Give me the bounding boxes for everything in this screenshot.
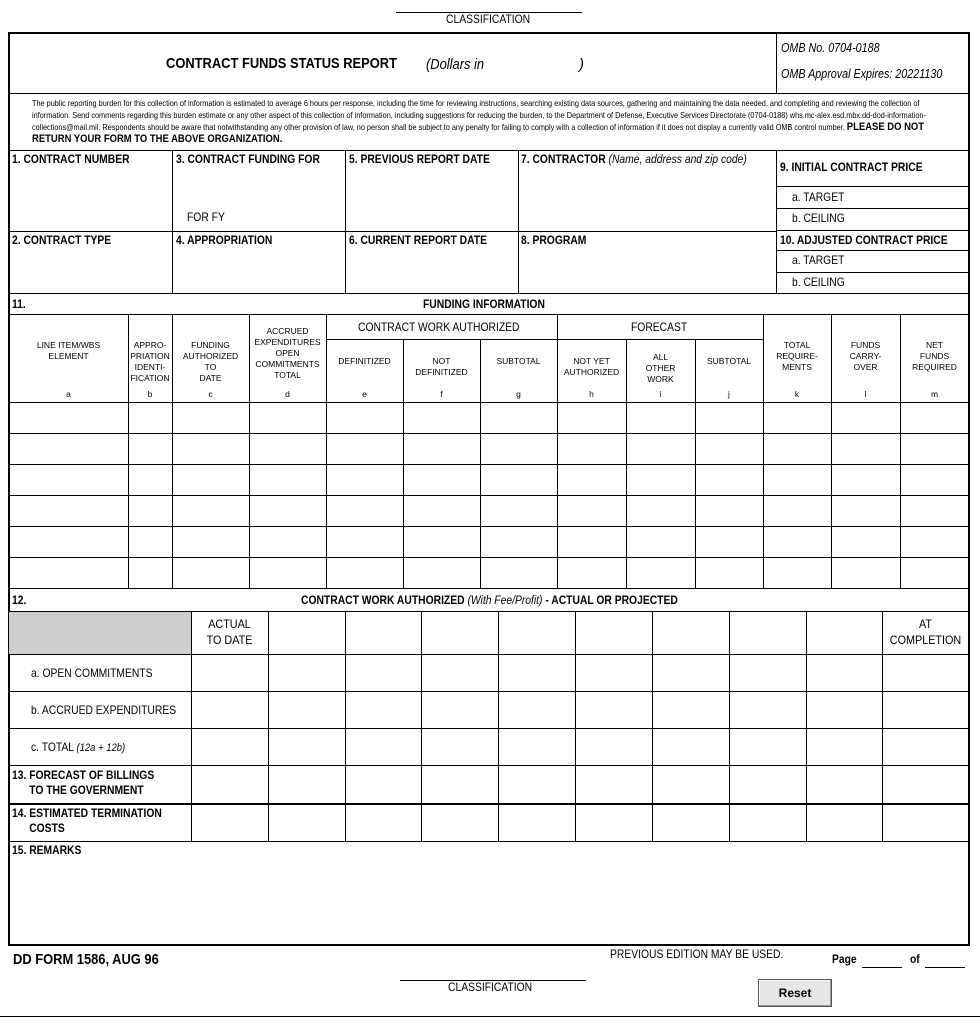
funding-cell-row6-col-b[interactable] [130, 560, 170, 586]
funding-cell-row2-col-f[interactable] [405, 436, 478, 462]
column-header-m: NET FUNDS REQUIRED [912, 340, 957, 372]
funding-cell-row1-col-a[interactable] [11, 405, 126, 431]
open-commitments-cell-8[interactable] [731, 657, 804, 688]
termination-costs-cell-6[interactable] [577, 807, 650, 838]
funding-cell-row1-col-b[interactable] [130, 405, 170, 431]
contractor-label [521, 152, 747, 166]
classification-top: CLASSIFICATION [446, 12, 531, 26]
column-letter-d: d [285, 389, 290, 399]
billings-forecast-cell-7[interactable] [654, 768, 727, 800]
sec12-column-divider [882, 612, 883, 841]
termination-costs-cell-5[interactable] [500, 807, 573, 838]
column-letter-k: k [794, 389, 800, 399]
accrued-expenditures-cell-4[interactable] [423, 694, 496, 725]
sec12-column-divider [729, 612, 730, 841]
initial-ceiling-label: b. CEILING [792, 211, 845, 225]
billings-forecast-cell-9[interactable] [808, 768, 880, 800]
funding-cell-row3-col-k[interactable] [765, 467, 829, 493]
funding-cell-row3-col-d[interactable] [251, 467, 324, 493]
total-cell-6[interactable] [577, 731, 650, 762]
sec12-column-divider [652, 612, 653, 841]
contract-number-label: 1. CONTRACT NUMBER [12, 152, 130, 166]
contract-funding-for-label: 3. CONTRACT FUNDING FOR [176, 152, 320, 166]
open-commitments-cell-6[interactable] [577, 657, 650, 688]
dollars-close-paren: ) [579, 56, 584, 73]
funding-cell-row3-col-j[interactable] [697, 467, 761, 493]
funding-cell-row4-col-f[interactable] [405, 498, 478, 524]
column-header-g: SUBTOTAL [496, 356, 541, 366]
column-letter-l: l [864, 389, 867, 399]
funding-cell-row2-col-e[interactable] [328, 436, 401, 462]
column-letter-g: g [516, 389, 521, 399]
total-cell-4[interactable] [423, 731, 496, 762]
of-label: of [910, 952, 920, 966]
funding-cell-row6-col-a[interactable] [11, 560, 126, 586]
accrued-expenditures-cell-10[interactable] [884, 694, 967, 725]
funding-cell-row6-col-l[interactable] [833, 560, 898, 586]
initial-target-label: a. TARGET [792, 190, 845, 204]
funding-cell-row4-col-g[interactable] [482, 498, 555, 524]
burden-statement [32, 97, 944, 145]
funding-cell-row4-col-k[interactable] [765, 498, 829, 524]
funding-cell-row5-col-k[interactable] [765, 529, 829, 555]
dollars-unit-input[interactable] [492, 54, 576, 74]
period-header-input-5[interactable] [500, 614, 573, 652]
burden-warning: PLEASE DO NOT RETURN YOUR FORM TO THE ABOVE ORGANIZATION. [32, 121, 925, 145]
funding-cell-row5-col-h[interactable] [559, 529, 624, 555]
sec12-column-divider [345, 612, 346, 841]
initial-ceiling-input[interactable] [852, 210, 966, 228]
termination-costs-label: 14. ESTIMATED TERMINATION COSTS [12, 806, 162, 835]
billings-forecast-cell-10[interactable] [884, 768, 967, 800]
termination-costs-cell-1[interactable] [193, 807, 266, 838]
termination-costs-cell-7[interactable] [654, 807, 727, 838]
funding-cell-row6-col-c[interactable] [174, 560, 247, 586]
funding-cell-row2-col-m[interactable] [902, 436, 967, 462]
billings-forecast-cell-5[interactable] [500, 768, 573, 800]
sec11-column-divider [480, 340, 481, 588]
sec12-column-divider [575, 612, 576, 841]
funding-cell-row4-col-l[interactable] [833, 498, 898, 524]
accrued-expenditures-cell-7[interactable] [654, 694, 727, 725]
funding-cell-row6-col-i[interactable] [628, 560, 693, 586]
total-cell-10[interactable] [884, 731, 967, 762]
billings-forecast-cell-3[interactable] [347, 768, 419, 800]
column-header-l: FUNDS CARRY- OVER [849, 340, 882, 372]
funding-cell-row5-col-d[interactable] [251, 529, 324, 555]
column-letter-i: i [659, 389, 662, 399]
funding-cell-row1-col-h[interactable] [559, 405, 624, 431]
contract-funding-for-input[interactable] [176, 170, 342, 206]
open-commitments-cell-7[interactable] [654, 657, 727, 688]
adjusted-ceiling-label: b. CEILING [792, 275, 845, 289]
contractor-note: (Name, address and zip code) [608, 152, 747, 166]
adjusted-target-label: a. TARGET [792, 253, 845, 267]
billings-forecast-cell-1[interactable] [193, 768, 266, 800]
column-header-c: FUNDING AUTHORIZED TO DATE [182, 340, 239, 383]
open-commitments-cell-2[interactable] [270, 657, 343, 688]
funding-cell-row4-col-e[interactable] [328, 498, 401, 524]
funding-cell-row6-col-m[interactable] [902, 560, 967, 586]
funding-cell-row1-col-g[interactable] [482, 405, 555, 431]
sec12-column-divider [498, 612, 499, 841]
omb-expiration: OMB Approval Expires: 20221130 [781, 67, 943, 81]
funding-cell-row2-col-j[interactable] [697, 436, 761, 462]
section-12-title-fee: (With Fee/Profit) [467, 593, 543, 607]
column-letter-f: f [440, 389, 443, 399]
column-header-h: NOT YET AUTHORIZED [563, 356, 620, 377]
funding-cell-row1-col-l[interactable] [833, 405, 898, 431]
previous-report-date-input[interactable] [349, 170, 515, 226]
period-header-input-10[interactable] [884, 614, 967, 652]
accrued-expenditures-label: b. ACCRUED EXPENDITURES [31, 703, 177, 717]
funding-cell-row3-col-g[interactable] [482, 467, 555, 493]
funding-cell-row1-col-i[interactable] [628, 405, 693, 431]
page-label: Page [832, 952, 857, 966]
initial-target-input[interactable] [852, 188, 966, 206]
funding-cell-row3-col-h[interactable] [559, 467, 624, 493]
burden-text: The public reporting burden for this collection of information is estimated to average 6 hours per response, including the time for reviewing instructions, searching existing data sources, gathering and maintaining the data needed, and completing and reviewing the collection of information. Send comments regarding this burden estimate or any other aspect of this collection of information, including suggestions for reducing the burden, to the Department of Defense, Executive Services Directorate (0704-0188) whs.mc-alex.esd.mbx.dd-dod-information-collections@mail.mil. Respondents should be aware that notwithstanding any other provision of law, no person shall be subject to any penalty for failing to comply with a collection of information if it does not display a currently valid OMB control number. [32, 98, 926, 132]
program-label: 8. PROGRAM [521, 233, 587, 247]
sec12-column-divider [421, 612, 422, 841]
total-cell-1[interactable] [193, 731, 266, 762]
funding-cell-row2-col-g[interactable] [482, 436, 555, 462]
funding-cell-row5-col-f[interactable] [405, 529, 478, 555]
at-completion-label: AT COMPLETION [889, 617, 962, 647]
funding-cell-row6-col-j[interactable] [697, 560, 761, 586]
total-cell-2[interactable] [270, 731, 343, 762]
funding-cell-row3-col-l[interactable] [833, 467, 898, 493]
funding-cell-row2-col-i[interactable] [628, 436, 693, 462]
accrued-expenditures-cell-5[interactable] [500, 694, 573, 725]
accrued-expenditures-cell-2[interactable] [270, 694, 343, 725]
contract-type-input[interactable] [12, 250, 168, 290]
funding-cell-row2-col-a[interactable] [11, 436, 126, 462]
fiscal-year-input[interactable] [230, 208, 340, 226]
for-fy-label: FOR FY [187, 210, 225, 224]
open-commitments-cell-3[interactable] [347, 657, 419, 688]
column-letter-b: b [147, 389, 153, 399]
period-header-input-3[interactable] [347, 614, 419, 652]
funding-cell-row5-col-i[interactable] [628, 529, 693, 555]
remarks-label: 15. REMARKS [12, 843, 82, 857]
sec12-column-divider [806, 612, 807, 841]
form-title: CONTRACT FUNDS STATUS REPORT [166, 55, 398, 72]
actual-to-date-label: ACTUAL TO DATE [206, 617, 253, 647]
adjusted-ceiling-input[interactable] [852, 274, 966, 292]
termination-costs-cell-10[interactable] [884, 807, 967, 838]
funding-cell-row1-col-j[interactable] [697, 405, 761, 431]
adjusted-contract-price-label: 10. ADJUSTED CONTRACT PRICE [780, 233, 948, 247]
column-header-b: APPRO- PRIATION IDENTI- FICATION [130, 340, 170, 383]
funding-cell-row1-col-k[interactable] [765, 405, 829, 431]
funding-cell-row2-col-h[interactable] [559, 436, 624, 462]
accrued-expenditures-cell-9[interactable] [808, 694, 880, 725]
column-letter-j: j [728, 389, 730, 399]
funding-cell-row2-col-d[interactable] [251, 436, 324, 462]
sec11-column-divider [695, 340, 696, 588]
total-formula: (12a + 12b) [76, 742, 126, 754]
funding-cell-row4-col-d[interactable] [251, 498, 324, 524]
funding-cell-row1-col-d[interactable] [251, 405, 324, 431]
funding-cell-row6-col-g[interactable] [482, 560, 555, 586]
funding-cell-row4-col-b[interactable] [130, 498, 170, 524]
funding-cell-row5-col-a[interactable] [11, 529, 126, 555]
period-header-input-4[interactable] [423, 614, 496, 652]
funding-cell-row6-col-d[interactable] [251, 560, 324, 586]
accrued-expenditures-cell-8[interactable] [731, 694, 804, 725]
contract-number-input[interactable] [12, 170, 168, 226]
section-12-title-tail: - ACTUAL OR PROJECTED [542, 593, 678, 607]
column-header-e: DEFINITIZED [338, 356, 391, 366]
period-header-input-7[interactable] [654, 614, 727, 652]
funding-cell-row5-col-e[interactable] [328, 529, 401, 555]
funding-cell-row2-col-l[interactable] [833, 436, 898, 462]
billings-forecast-cell-4[interactable] [423, 768, 496, 800]
adjusted-target-input[interactable] [852, 252, 966, 270]
funding-information-title: FUNDING INFORMATION [423, 297, 545, 311]
funding-cell-row3-col-a[interactable] [11, 467, 126, 493]
section-12-number: 12. [12, 593, 27, 607]
billings-forecast-cell-6[interactable] [577, 768, 650, 800]
classification-bottom: CLASSIFICATION [448, 980, 533, 994]
open-commitments-cell-9[interactable] [808, 657, 880, 688]
billings-forecast-cell-8[interactable] [731, 768, 804, 800]
funding-cell-row6-col-k[interactable] [765, 560, 829, 586]
termination-costs-cell-8[interactable] [731, 807, 804, 838]
funding-cell-row4-col-h[interactable] [559, 498, 624, 524]
sec12-column-divider [191, 612, 192, 841]
forecast-billings-label: 13. FORECAST OF BILLINGS TO THE GOVERNMENT [12, 768, 155, 797]
funding-cell-row2-col-b[interactable] [130, 436, 170, 462]
current-report-date-label: 6. CURRENT REPORT DATE [349, 233, 487, 247]
total-cell-5[interactable] [500, 731, 573, 762]
column-letter-c: c [208, 389, 213, 399]
funding-cell-row1-col-c[interactable] [174, 405, 247, 431]
column-letter-h: h [589, 389, 594, 399]
column-header-d: ACCRUED EXPENDITURES OPEN COMMITMENTS TOTAL [254, 326, 321, 380]
omb-number: OMB No. 0704-0188 [781, 41, 880, 55]
reset-button[interactable]: Reset [758, 979, 832, 1007]
accrued-expenditures-cell-1[interactable] [193, 694, 266, 725]
section-12-title-main: CONTRACT WORK AUTHORIZED [301, 593, 465, 607]
termination-costs-cell-3[interactable] [347, 807, 419, 838]
funding-cell-row3-col-b[interactable] [130, 467, 170, 493]
column-header-a: LINE ITEM/WBS ELEMENT [36, 340, 101, 361]
funding-cell-row5-col-m[interactable] [902, 529, 967, 555]
page-total-input[interactable] [925, 952, 965, 968]
appropriation-input[interactable] [176, 250, 342, 290]
accrued-expenditures-cell-6[interactable] [577, 694, 650, 725]
remarks-input[interactable] [12, 860, 966, 942]
funding-cell-row6-col-f[interactable] [405, 560, 478, 586]
funding-cell-row4-col-c[interactable] [174, 498, 247, 524]
total-label [31, 740, 125, 754]
open-commitments-cell-10[interactable] [884, 657, 967, 688]
funding-cell-row5-col-g[interactable] [482, 529, 555, 555]
open-commitments-label: a. OPEN COMMITMENTS [31, 666, 153, 680]
total-cell-9[interactable] [808, 731, 880, 762]
section-12-gray-header [9, 612, 191, 654]
open-commitments-cell-4[interactable] [423, 657, 496, 688]
column-letter-a: a [66, 389, 71, 399]
funding-cell-row5-col-c[interactable] [174, 529, 247, 555]
funding-cell-row5-col-j[interactable] [697, 529, 761, 555]
column-header-k: TOTAL REQUIRE- MENTS [776, 340, 818, 372]
column-letter-e: e [362, 389, 367, 399]
funding-cell-row1-col-f[interactable] [405, 405, 478, 431]
period-header-input-8[interactable] [731, 614, 804, 652]
forecast-group-label: FORECAST [631, 320, 688, 334]
previous-report-date-label: 5. PREVIOUS REPORT DATE [349, 152, 490, 166]
current-report-date-input[interactable] [349, 250, 515, 290]
funding-cell-row4-col-j[interactable] [697, 498, 761, 524]
column-header-j: SUBTOTAL [706, 356, 752, 366]
termination-costs-cell-4[interactable] [423, 807, 496, 838]
program-input[interactable] [521, 250, 773, 290]
termination-costs-cell-9[interactable] [808, 807, 880, 838]
dollars-in-label: (Dollars in [426, 56, 485, 73]
contractor-input[interactable] [521, 170, 773, 228]
total-cell-3[interactable] [347, 731, 419, 762]
sec12-column-divider [268, 612, 269, 841]
funding-cell-row5-col-l[interactable] [833, 529, 898, 555]
funding-cell-row4-col-m[interactable] [902, 498, 967, 524]
accrued-expenditures-cell-3[interactable] [347, 694, 419, 725]
open-commitments-cell-1[interactable] [193, 657, 266, 688]
column-header-i: ALL OTHER WORK [645, 352, 676, 384]
cwa-group-label: CONTRACT WORK AUTHORIZED [358, 320, 520, 334]
funding-cell-row2-col-k[interactable] [765, 436, 829, 462]
funding-cell-row3-col-c[interactable] [174, 467, 247, 493]
period-header-input-6[interactable] [577, 614, 650, 652]
funding-cell-row3-col-m[interactable] [902, 467, 967, 493]
period-header-input-9[interactable] [808, 614, 880, 652]
period-header-input-2[interactable] [270, 614, 343, 652]
funding-cell-row3-col-e[interactable] [328, 467, 401, 493]
section-12-title [301, 593, 678, 607]
funding-cell-row4-col-a[interactable] [11, 498, 126, 524]
section-11-number: 11. [12, 297, 26, 311]
billings-forecast-cell-2[interactable] [270, 768, 343, 800]
funding-cell-row6-col-h[interactable] [559, 560, 624, 586]
form-identifier: DD FORM 1586, AUG 96 [13, 951, 159, 968]
initial-contract-price-label: 9. INITIAL CONTRACT PRICE [780, 160, 923, 174]
funding-cell-row1-col-m[interactable] [902, 405, 967, 431]
open-commitments-cell-5[interactable] [500, 657, 573, 688]
contract-type-label: 2. CONTRACT TYPE [12, 233, 112, 247]
contractor-title: 7. CONTRACTOR [521, 152, 606, 166]
column-header-f: NOT DEFINITIZED [415, 356, 468, 377]
funding-cell-row6-col-e[interactable] [328, 560, 401, 586]
appropriation-label: 4. APPROPRIATION [176, 233, 273, 247]
total-cell-7[interactable] [654, 731, 727, 762]
funding-cell-row4-col-i[interactable] [628, 498, 693, 524]
termination-costs-cell-2[interactable] [270, 807, 343, 838]
total-text: c. TOTAL [31, 740, 74, 754]
previous-edition-note: PREVIOUS EDITION MAY BE USED. [610, 947, 784, 961]
funding-cell-row2-col-c[interactable] [174, 436, 247, 462]
funding-cell-row3-col-f[interactable] [405, 467, 478, 493]
funding-cell-row5-col-b[interactable] [130, 529, 170, 555]
funding-cell-row3-col-i[interactable] [628, 467, 693, 493]
column-letter-m: m [930, 389, 939, 399]
funding-cell-row1-col-e[interactable] [328, 405, 401, 431]
total-cell-8[interactable] [731, 731, 804, 762]
page-number-input[interactable] [862, 952, 902, 968]
